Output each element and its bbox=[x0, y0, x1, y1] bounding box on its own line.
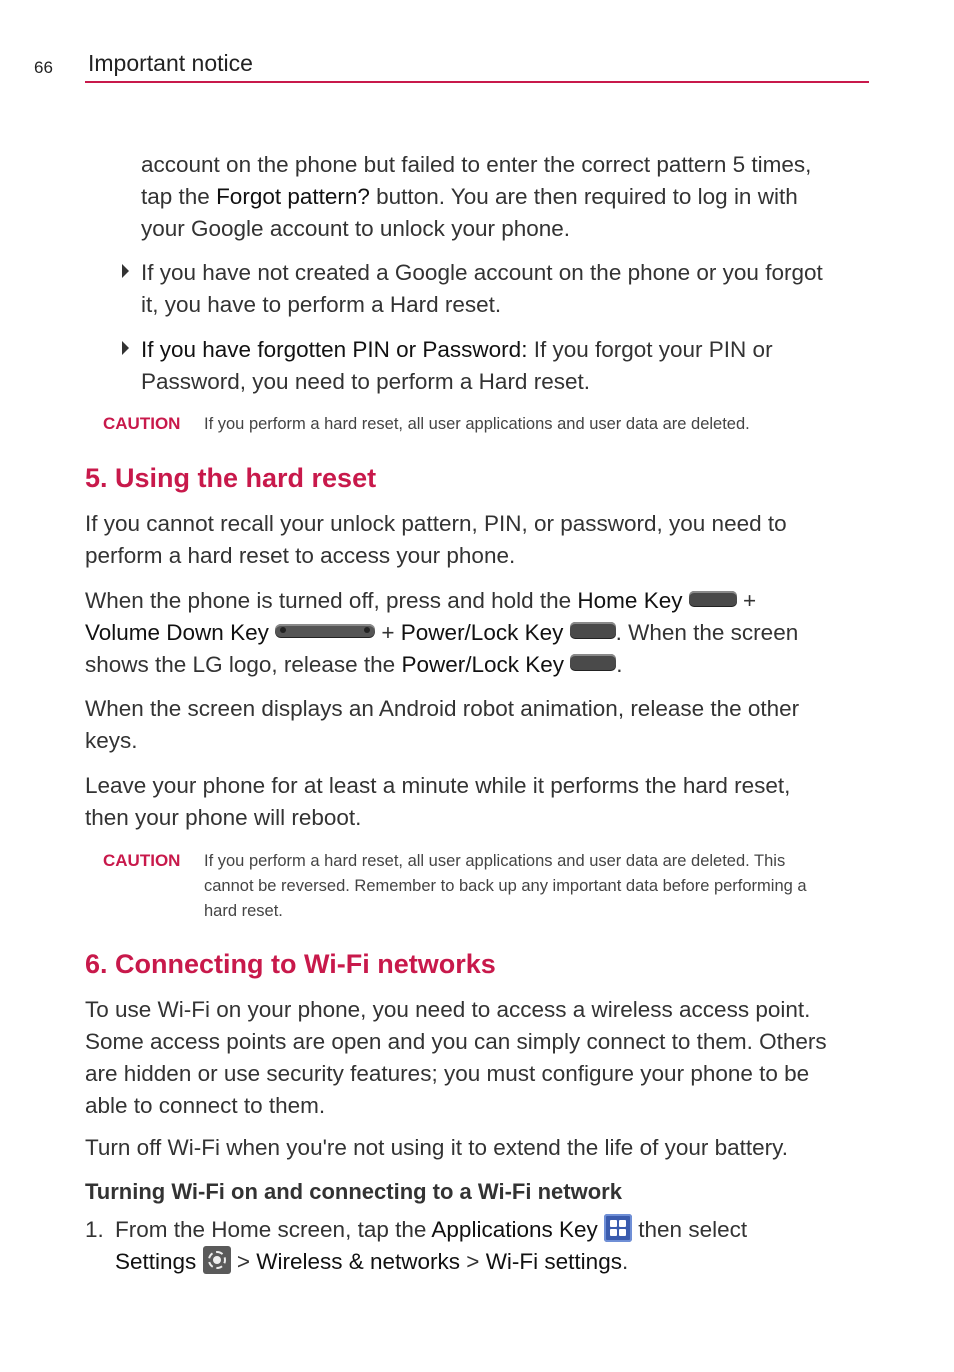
volume-down-key-label: Volume Down Key bbox=[85, 620, 269, 645]
bullet-text: it, you have to perform a Hard reset. bbox=[141, 292, 502, 317]
intro-line: tap the bbox=[141, 184, 217, 209]
section-title-hard-reset: 5. Using the hard reset bbox=[85, 463, 377, 493]
step-text: then select bbox=[632, 1217, 748, 1242]
paragraph-line: If you cannot recall your unlock pattern, PIN, or password, you need to bbox=[85, 511, 787, 536]
page-number: 66 bbox=[34, 58, 53, 77]
paragraph-line: able to connect to them. bbox=[85, 1093, 326, 1118]
bullet-text: If you have not created a Google account on the phone or you forgot bbox=[141, 260, 823, 285]
bullet-triangle-icon bbox=[122, 341, 129, 355]
caution-text bbox=[204, 849, 807, 924]
forgot-pattern-label: Forgot pattern? bbox=[216, 184, 370, 209]
step-number: 1. bbox=[85, 1217, 104, 1242]
android-robot-paragraph bbox=[85, 693, 799, 757]
settings-label: Settings bbox=[115, 1249, 197, 1274]
reboot-paragraph bbox=[85, 770, 790, 834]
paragraph-line: shows the LG logo, release the bbox=[85, 652, 402, 677]
caution-label: CAUTION bbox=[103, 414, 181, 433]
separator: > bbox=[230, 1249, 257, 1274]
key-combo-paragraph bbox=[85, 585, 875, 681]
paragraph-line: To use Wi-Fi on your phone, you need to access a wireless access point. bbox=[85, 997, 811, 1022]
caution-line: hard reset. bbox=[204, 902, 283, 920]
bullet-text: Password, you need to perform a Hard reset. bbox=[141, 369, 590, 394]
paragraph-line: . When the screen bbox=[615, 620, 799, 645]
home-key-label: Home Key bbox=[577, 588, 683, 613]
period: . bbox=[621, 1249, 629, 1274]
power-lock-key-label: Power/Lock Key bbox=[401, 652, 565, 677]
settings-icon bbox=[203, 1246, 231, 1274]
wifi-paragraph bbox=[85, 994, 827, 1122]
paragraph-line: Leave your phone for at least a minute while it performs the hard reset, bbox=[85, 773, 791, 798]
step-item bbox=[85, 1214, 875, 1278]
caution-label: CAUTION bbox=[103, 851, 181, 870]
bullet-item bbox=[141, 257, 823, 321]
home-key-icon bbox=[689, 591, 737, 606]
subsection-title: Turning Wi-Fi on and connecting to a Wi-Fi network bbox=[85, 1179, 622, 1204]
intro-line: your Google account to unlock your phone. bbox=[141, 216, 571, 241]
power-lock-key-icon bbox=[570, 622, 616, 638]
wireless-networks-label: Wireless & networks bbox=[256, 1249, 461, 1274]
intro-line: button. You are then required to log in with bbox=[369, 184, 798, 209]
paragraph-line: perform a hard reset to access your phone. bbox=[85, 543, 516, 568]
period: . bbox=[616, 652, 623, 677]
applications-key-label: Applications Key bbox=[431, 1217, 598, 1242]
header-rule bbox=[85, 81, 869, 83]
bullet-text: If you forgot your PIN or bbox=[527, 337, 773, 362]
caution-line: If you perform a hard reset, all user applications and user data are deleted. This bbox=[204, 852, 786, 870]
paragraph-line: keys. bbox=[85, 728, 138, 753]
paragraph-line: When the phone is turned off, press and hold the bbox=[85, 588, 578, 613]
paragraph-line: are hidden or use security features; you must configure your phone to be bbox=[85, 1061, 810, 1086]
bullet-bold-label: If you have forgotten PIN or Password: bbox=[141, 337, 528, 362]
caution-line: cannot be reversed. Remember to back up any important data before performing a bbox=[204, 877, 807, 895]
wifi-settings-label: Wi-Fi settings bbox=[485, 1249, 622, 1274]
caution-text: If you perform a hard reset, all user applications and user data are deleted. bbox=[204, 415, 750, 433]
paragraph-line: then your phone will reboot. bbox=[85, 805, 362, 830]
hard-reset-paragraph bbox=[85, 508, 787, 572]
power-lock-key-label: Power/Lock Key bbox=[400, 620, 564, 645]
power-lock-key-icon bbox=[570, 654, 616, 670]
bullet-triangle-icon bbox=[122, 264, 129, 278]
paragraph-line: When the screen displays an Android robot animation, release the other bbox=[85, 696, 800, 721]
paragraph-line: Some access points are open and you can simply connect to them. Others bbox=[85, 1029, 827, 1054]
section-title-wifi: 6. Connecting to Wi-Fi networks bbox=[85, 949, 496, 979]
applications-key-icon bbox=[604, 1214, 632, 1242]
intro-paragraph bbox=[141, 149, 811, 245]
plus-sign: + bbox=[736, 588, 757, 613]
header-title: Important notice bbox=[88, 50, 253, 76]
battery-paragraph: Turn off Wi-Fi when you're not using it to extend the life of your battery. bbox=[85, 1135, 788, 1160]
plus-sign: + bbox=[375, 620, 401, 645]
step-text: From the Home screen, tap the bbox=[115, 1217, 432, 1242]
volume-down-key-icon bbox=[275, 624, 375, 637]
bullet-item bbox=[141, 334, 773, 398]
separator: > bbox=[460, 1249, 486, 1274]
intro-line: account on the phone but failed to enter the correct pattern 5 times, bbox=[141, 152, 812, 177]
